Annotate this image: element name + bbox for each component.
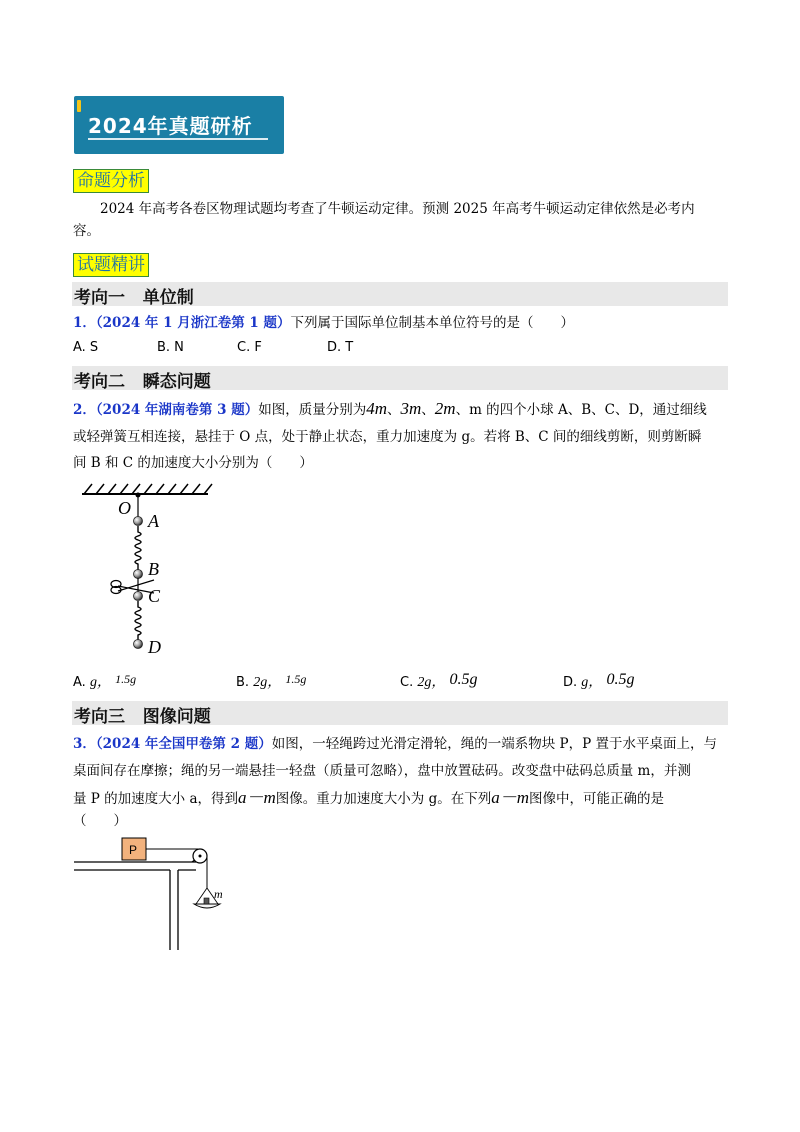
analysis-tag: 命题分析 xyxy=(73,169,149,193)
question-1-stem xyxy=(73,312,574,335)
label-o: O xyxy=(118,498,131,518)
q2-option-b-letter: B. xyxy=(236,675,250,690)
section-title-3: 考向三 图像问题 xyxy=(74,707,211,727)
mass-label-m: m xyxy=(214,887,223,901)
q2-option-a-value2: 1.5g xyxy=(115,672,137,686)
mass-3m: 3m xyxy=(400,399,422,418)
q2-option-d[interactable] xyxy=(563,671,634,691)
spring-ball-figure xyxy=(74,480,214,660)
ball-a xyxy=(134,517,143,526)
label-d: D xyxy=(148,637,161,657)
section-bar-3 xyxy=(72,701,728,725)
a-m-symbol-2: a－m xyxy=(491,788,530,807)
ball-b xyxy=(134,570,143,579)
q3-line1-text: 如图，一轻绳跨过光滑定滑轮，绳的一端系物块 P，P 置于水平桌面上，与 xyxy=(271,736,717,752)
q2-option-c[interactable] xyxy=(400,671,478,691)
mass-2m: 2m xyxy=(434,399,456,418)
ceiling-hatching xyxy=(84,484,212,494)
mass-4m: 4m xyxy=(366,399,388,418)
q1-option-d[interactable]: D. T xyxy=(327,340,354,355)
ball-c xyxy=(134,592,143,601)
q2-option-c-value2: 0.5g xyxy=(449,671,478,688)
banner-accent xyxy=(77,100,81,112)
q2-line1-b: 、m 的四个小球 A、B、C、D，通过细线 xyxy=(455,402,707,418)
q2-option-c-value1: 2g， xyxy=(417,675,446,690)
q2-line1-a: 如图，质量分别为 xyxy=(258,402,367,418)
label-a: A xyxy=(148,511,159,531)
label-c: C xyxy=(148,586,161,606)
question-3-source: （2024 年全国甲卷第 2 题） xyxy=(95,736,272,752)
q2-option-d-value1: g， xyxy=(581,675,603,690)
question-3-line3 xyxy=(73,786,664,811)
section-title-2: 考向二 瞬态问题 xyxy=(74,372,211,392)
q1-option-a[interactable]: A. S xyxy=(73,340,99,355)
q2-option-c-letter: C. xyxy=(400,675,414,690)
question-2-source: （2024 年湖南卷第 3 题） xyxy=(95,402,259,418)
q1-option-b[interactable]: B. N xyxy=(157,340,184,355)
q2-option-b-value1: 2g， xyxy=(253,675,282,690)
q3-line3-a: 量 P 的加速度大小 a，得到 xyxy=(73,791,239,807)
page-banner xyxy=(74,96,284,154)
analysis-tag-wrap xyxy=(73,166,149,191)
q3-line3-c: 图像中，可能正确的是 xyxy=(529,791,665,807)
q2-option-b-value2: 1.5g xyxy=(285,672,307,686)
ball-d xyxy=(134,640,143,649)
spring-c-d xyxy=(135,601,141,640)
section-bar-1 xyxy=(72,282,728,306)
spring-a-b xyxy=(135,526,141,570)
q2-option-a-value1: g， xyxy=(89,675,111,690)
q2-option-a-letter: A. xyxy=(73,675,86,690)
question-3-number: 3． xyxy=(73,736,96,752)
q2-option-b[interactable] xyxy=(236,671,306,691)
explain-tag-wrap xyxy=(73,250,149,275)
section-bar-2 xyxy=(72,366,728,390)
question-1-text: 下列属于国际单位制基本单位符号的是（ ） xyxy=(290,315,575,331)
question-2-line1: 2．（2024 年湖南卷第 3 题）如图，质量分别为4m、3m、2m、m 的四个小球 A、B、C、D，通过细线 xyxy=(73,399,707,418)
banner-underline xyxy=(88,138,268,140)
q2-option-d-letter: D. xyxy=(563,675,578,690)
banner-title: 2024年真题研析 xyxy=(88,114,253,138)
q2-option-d-value2: 0.5g xyxy=(606,671,635,688)
question-2-number: 2． xyxy=(73,402,96,418)
question-1-source: （2024 年 1 月浙江卷第 1 题） xyxy=(95,315,291,331)
pulley-axle xyxy=(199,855,202,858)
analysis-text-line2: 容。 xyxy=(73,223,100,239)
q1-option-c[interactable]: C. F xyxy=(237,340,262,355)
analysis-text-line1: 2024 年高考各卷区物理试题均考查了牛顿运动定律。预测 2025 年高考牛顿运动定律依然是必考内 xyxy=(100,201,695,217)
section-title-1: 考向一 单位制 xyxy=(74,288,194,308)
question-3-line4: （ ） xyxy=(73,813,127,829)
question-3-line1 xyxy=(73,733,717,756)
explain-tag: 试题精讲 xyxy=(73,253,149,277)
q3-line3-b: 图像。重力加速度大小为 g。在下列 xyxy=(275,791,492,807)
question-3-line2: 桌面间存在摩擦；绳的另一端悬挂一轻盘（质量可忽略），盘中放置砝码。改变盘中砝码总质量 m，并测 xyxy=(73,763,691,779)
block-p-label: P xyxy=(129,843,138,857)
question-2-line3: 间 B 和 C 的加速度大小分别为（ ） xyxy=(73,455,313,471)
label-b: B xyxy=(148,559,159,579)
a-m-symbol-1: a－m xyxy=(238,788,276,807)
pulley-table-figure xyxy=(74,834,244,954)
q2-option-a[interactable] xyxy=(73,671,136,691)
weight-icon xyxy=(204,898,209,904)
question-1-number: 1． xyxy=(73,315,96,331)
light-pan xyxy=(194,904,220,908)
question-2-line2: 或轻弹簧互相连接，悬挂于 O 点，处于静止状态，重力加速度为 g。若将 B、C 间的细线剪断，则剪断瞬 xyxy=(73,429,702,445)
